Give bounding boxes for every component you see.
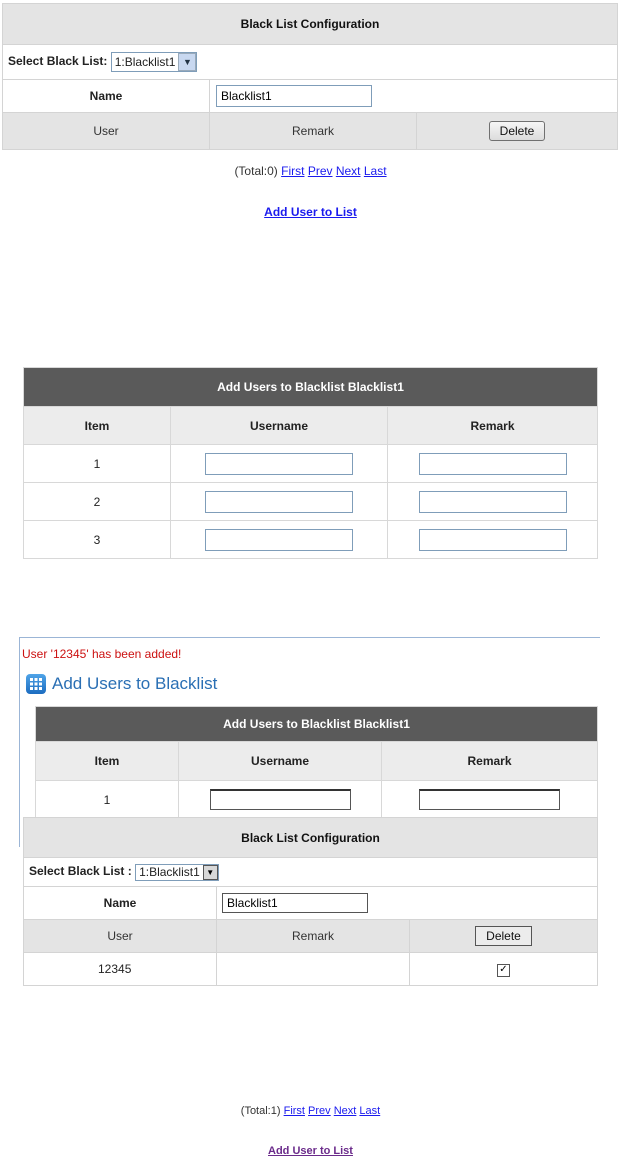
- table-row: [24, 483, 598, 521]
- select-label: Select Black List :: [29, 864, 132, 879]
- col-user: User: [3, 113, 210, 150]
- first-link[interactable]: First: [283, 1105, 305, 1117]
- username-input[interactable]: [205, 491, 353, 513]
- section-heading: [26, 674, 217, 694]
- remark-input[interactable]: [419, 529, 567, 551]
- item-number: 3: [24, 521, 171, 559]
- prev-link[interactable]: Prev: [308, 1105, 331, 1117]
- add-user-link[interactable]: Add User to List: [268, 1145, 353, 1157]
- add-users-title: Add Users to Blacklist Blacklist1: [36, 707, 598, 742]
- col-remark: Remark: [217, 920, 410, 953]
- first-link[interactable]: First: [281, 164, 305, 178]
- select-value: 1:Blacklist1: [114, 55, 176, 69]
- table-row: [24, 521, 598, 559]
- add-users-table: [23, 367, 598, 559]
- select-value: 1:Blacklist1: [139, 865, 200, 879]
- prev-link[interactable]: Prev: [307, 164, 333, 178]
- black-list-config-table-updated: [23, 817, 598, 986]
- add-link-row: [0, 1141, 621, 1159]
- last-link[interactable]: Last: [363, 164, 387, 178]
- total-count: (Total:0): [234, 164, 278, 178]
- black-list-config-table: [2, 3, 618, 150]
- last-link[interactable]: Last: [359, 1105, 381, 1117]
- name-input[interactable]: [222, 893, 368, 913]
- username-input[interactable]: [205, 453, 353, 475]
- next-link[interactable]: Next: [335, 164, 361, 178]
- col-item: Item: [36, 742, 179, 781]
- remark-input[interactable]: [419, 491, 567, 513]
- add-link-row: [0, 203, 621, 221]
- chevron-down-icon[interactable]: ▼: [203, 865, 218, 880]
- next-link[interactable]: Next: [333, 1105, 357, 1117]
- col-remark: Remark: [388, 407, 598, 445]
- panel-title: Black List Configuration: [24, 818, 598, 858]
- username-input[interactable]: [210, 789, 351, 810]
- name-input[interactable]: [216, 85, 372, 107]
- name-label: Name: [24, 887, 217, 920]
- col-remark: Remark: [382, 742, 598, 781]
- name-label: Name: [3, 80, 210, 113]
- delete-button[interactable]: Delete: [489, 121, 546, 141]
- table-row: [36, 781, 598, 819]
- col-user: User: [24, 920, 217, 953]
- pagination: [0, 1105, 621, 1117]
- item-number: 2: [24, 483, 171, 521]
- add-users-title: Add Users to Blacklist Blacklist1: [24, 368, 598, 407]
- col-remark: Remark: [210, 113, 417, 150]
- heading-text: Add Users to Blacklist: [52, 674, 218, 693]
- pagination: [0, 164, 621, 178]
- entry-remark: [217, 953, 410, 986]
- col-item: Item: [24, 407, 171, 445]
- remark-input[interactable]: [419, 453, 567, 475]
- entry-user: 12345: [24, 953, 217, 986]
- remark-input[interactable]: [419, 789, 560, 810]
- item-number: 1: [36, 781, 179, 819]
- table-row: [24, 445, 598, 483]
- blacklist-select[interactable]: [111, 52, 198, 72]
- col-username: Username: [171, 407, 388, 445]
- total-count: (Total:1): [240, 1105, 281, 1117]
- username-input[interactable]: [205, 529, 353, 551]
- delete-button[interactable]: Delete: [475, 926, 532, 946]
- add-user-link[interactable]: Add User to List: [264, 205, 357, 219]
- chevron-down-icon[interactable]: ▼: [178, 53, 196, 71]
- item-number: 1: [24, 445, 171, 483]
- panel-title: Black List Configuration: [3, 4, 618, 45]
- success-message: User '12345' has been added!: [22, 647, 182, 661]
- delete-checkbox[interactable]: ✓: [497, 964, 510, 977]
- col-username: Username: [179, 742, 382, 781]
- blacklist-select[interactable]: [135, 864, 219, 881]
- select-label: Select Black List:: [8, 54, 108, 69]
- grid-icon: [26, 674, 46, 694]
- table-row: [24, 953, 598, 986]
